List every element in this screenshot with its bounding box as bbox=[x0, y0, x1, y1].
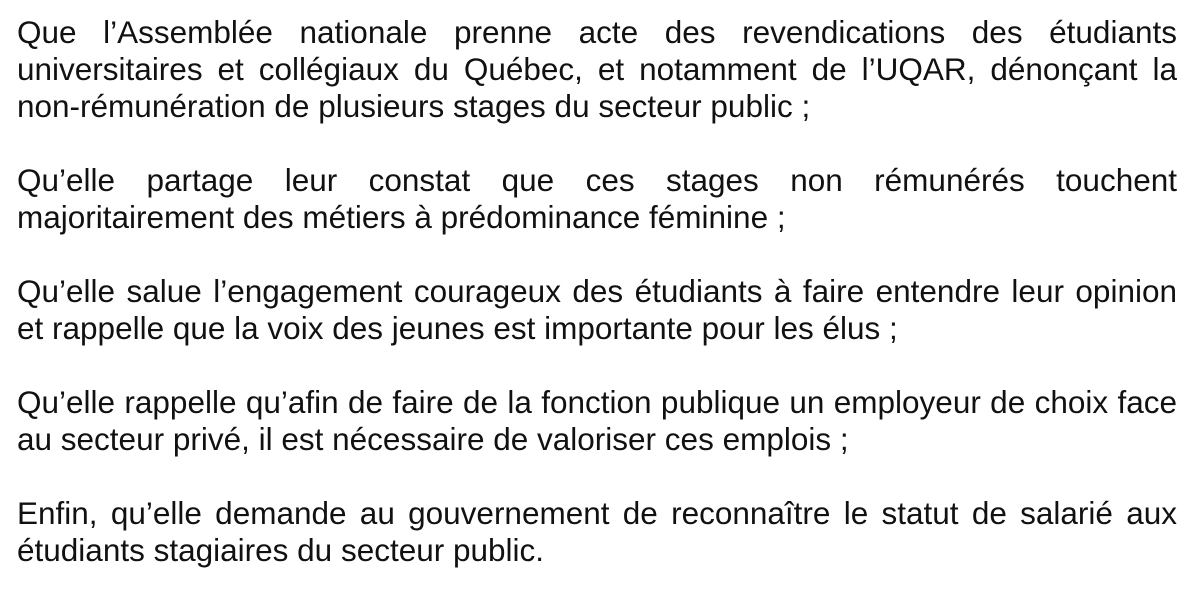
text-line: Que l’Assemblée nationale prenne acte des revendications des étudiants bbox=[17, 14, 1177, 50]
paragraph-statut-salarie bbox=[17, 495, 1177, 569]
paragraph-fonction-publique bbox=[17, 384, 1177, 458]
text-line: universitaires et collégiaux du Québec, et notamment de l’UQAR, dénonçant la bbox=[17, 51, 1177, 87]
text-line: et rappelle que la voix des jeunes est importante pour les élus ; bbox=[17, 310, 898, 346]
text-line: non-rémunération de plusieurs stages du secteur public ; bbox=[17, 88, 811, 124]
text-line: Qu’elle partage leur constat que ces stages non rémunérés touchent bbox=[17, 162, 1177, 198]
document-body bbox=[17, 14, 1177, 569]
text-line: étudiants stagiaires du secteur public. bbox=[17, 532, 545, 568]
text-line: Enfin, qu’elle demande au gouvernement de reconnaître le statut de salarié aux bbox=[17, 495, 1177, 531]
paragraph-assemblee-revendications bbox=[17, 14, 1177, 125]
text-line: au secteur privé, il est nécessaire de valoriser ces emplois ; bbox=[17, 421, 849, 457]
paragraph-stages-non-remuneres bbox=[17, 162, 1177, 236]
text-line: Qu’elle salue l’engagement courageux des étudiants à faire entendre leur opinion bbox=[17, 273, 1177, 309]
text-line: Qu’elle rappelle qu’afin de faire de la fonction publique un employeur de choix face bbox=[17, 384, 1177, 420]
text-line: majoritairement des métiers à prédominance féminine ; bbox=[17, 199, 786, 235]
paragraph-engagement-etudiants bbox=[17, 273, 1177, 347]
